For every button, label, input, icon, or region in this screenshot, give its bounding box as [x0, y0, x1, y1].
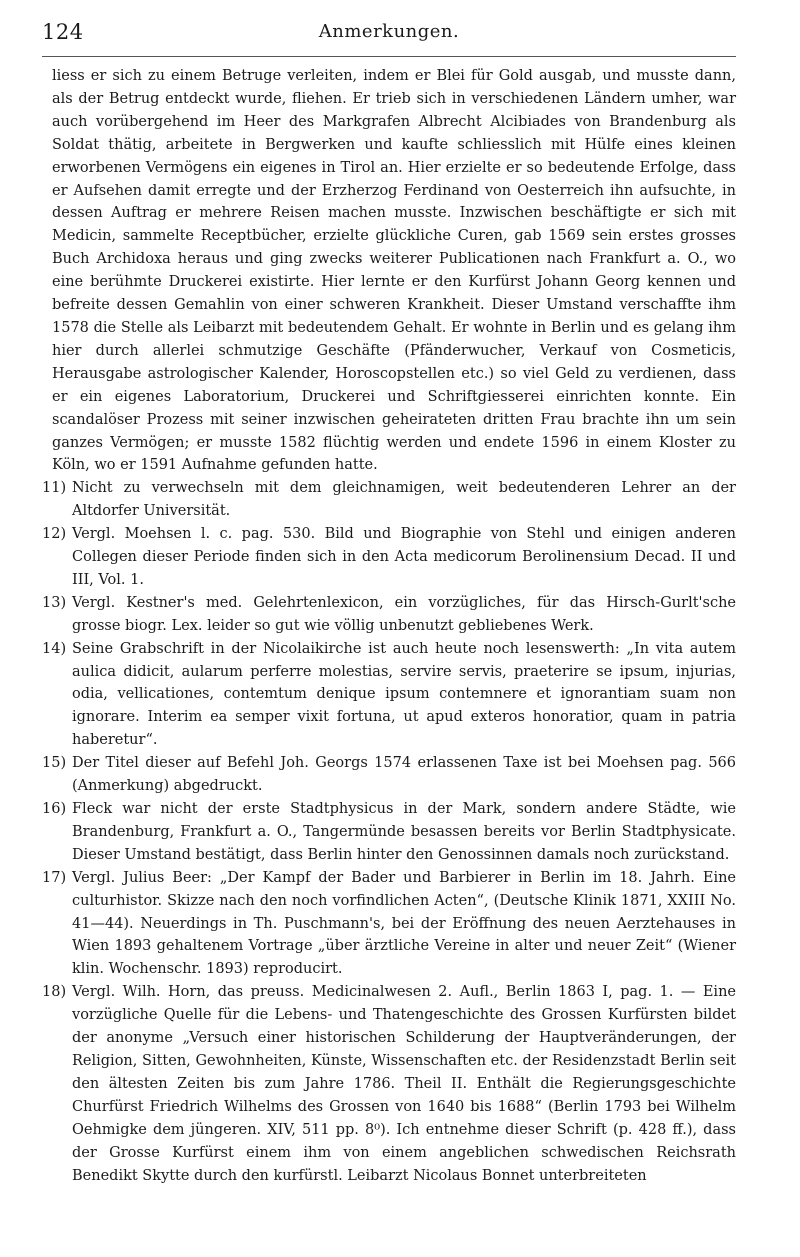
footnote-text: Fleck war nicht der erste Stadtphysicus in der Mark, sondern andere Städte, wie Brandenburg, Frankfurt a. O., Tangermünde besassen bereits vor Berlin Stadtphysicate. Dieser Umstand bestätigt, dass Berlin hinter den Genossinnen damals noch zurückstand. — [72, 801, 736, 863]
footnote-text: Vergl. Moehsen l. c. pag. 530. Bild und Biographie von Stehl und einigen anderen Collegen dieser Periode finden sich in den Acta medicorum Berolinensium Decad. II und III, Vol. 1. — [72, 526, 736, 588]
footnote-number: 15) — [42, 755, 67, 772]
footnote-number: 14) — [42, 640, 67, 657]
footnote-number: 17) — [42, 869, 67, 886]
footnote-13 — [42, 592, 736, 638]
footnote-text: Nicht zu verwechseln mit dem gleichnamigen, weit bedeutenderen Lehrer an der Altdorfer Universität. — [72, 480, 736, 520]
footnote-14 — [42, 638, 736, 753]
footnote-text: Vergl. Kestner's med. Gelehrtenlexicon, ein vorzügliches, für das Hirsch-Gurlt'sche grosse biogr. Lex. leider so gut wie völlig unbenutzt gebliebenes Werk. — [72, 594, 736, 634]
footnote-18 — [42, 981, 736, 1187]
page-header — [42, 20, 736, 57]
footnote-text: Der Titel dieser auf Befehl Joh. Georgs 1574 erlassenen Taxe ist bei Moehsen pag. 566 (Anmerkung) abgedruckt. — [72, 755, 736, 795]
running-title: Anmerkungen. — [318, 21, 460, 42]
continuation-paragraph: liess er sich zu einem Betruge verleiten, indem er Blei für Gold ausgab, und musste dann, als der Betrug entdeckt wurde, fliehen. Er trieb sich in verschiedenen Ländern umher, war auch vorübergehend im Heer des Markgrafen Albrecht Alcibiades von Brandenburg als Soldat thätig, arbeitete in Bergwerken und kaufte schliesslich mit Hülfe eines kleinen erworbenen Vermögens ein eigenes in Tirol an. Hier erzielte er so bedeutende Erfolge, dass er Aufsehen damit erregte und der Erzherzog Ferdinand von Oesterreich ihn aufsuchte, in dessen Auftrag er mehrere Reisen machen musste. Inzwischen beschäftigte er sich mit Medicin, sammelte Receptbücher, erzielte glückliche Curen, gab 1569 sein erstes grosses Buch Archidoxa heraus und ging zwecks weiterer Publicationen nach Frankfurt a. O., wo eine berühmte Druckerei existirte. Hier lernte er den Kurfürst Johann Georg kennen und befreite dessen Gemahlin von einer schweren Krankheit. Dieser Umstand verschaffte ihm 1578 die Stelle als Leibarzt mit bedeutendem Gehalt. Er wohnte in Berlin und es gelang ihm hier durch allerlei schmutzige Geschäfte (Pfänderwucher, Verkauf von Cosmeticis, Herausgabe astrologischer Kalender, Horoscopstellen etc.) so viel Geld zu verdienen, dass er ein eigenes Laboratorium, Druckerei und Schriftgiesserei einrichten konnte. Ein scandalöser Prozess mit seiner inzwischen geheirateten dritten Frau brachte ihn um sein ganzes Vermögen; er musste 1582 flüchtig werden und endete 1596 in einem Kloster zu Köln, wo er 1591 Aufnahme gefunden hatte. — [52, 68, 736, 474]
footnote-16 — [42, 798, 736, 867]
footnote-text: Seine Grabschrift in der Nicolaikirche ist auch heute noch lesenswerth: „In vita autem aulica didicit, aularum perferre molestias, servire servis, praeterire se ipsum, injurias, odia, vellicationes, contemtum denique ipsum contemnere et ignorantiam suam non ignorare. Interim ea semper vixit fortuna, ut apud exteros honoratior, quam in patria haberetur“. — [72, 640, 736, 749]
footnote-number: 18) — [42, 984, 67, 1001]
footnote-number: 12) — [42, 526, 67, 543]
footnote-15 — [42, 752, 736, 798]
footnote-number: 16) — [42, 801, 67, 817]
footnote-11 — [42, 477, 736, 523]
footnote-number: 11) — [42, 480, 67, 497]
page-number: 124 — [42, 20, 84, 44]
footnote-17 — [42, 867, 736, 982]
footnote-12 — [42, 523, 736, 592]
footnote-text: Vergl. Julius Beer: „Der Kampf der Bader und Barbierer in Berlin im 18. Jahrh. Eine culturhistor. Skizze nach den noch vorfindlichen Acten“, (Deutsche Klinik 1871, XXIII No. 41—44). Neuerdings in Th. Puschmann's, bei der Eröffnung des neuen Aerztehauses in Wien 1893 gehaltenem Vortrage „über ärztliche Vereine in alter und neuer Zeit“ (Wiener klin. Wochenschr. 1893) reproducirt. — [72, 869, 736, 978]
footnote-list — [42, 477, 736, 1187]
footnote-text: Vergl. Wilh. Horn, das preuss. Medicinalwesen 2. Aufl., Berlin 1863 I, pag. 1. — Eine vorzügliche Quelle für die Lebens- und Thatengeschichte des Grossen Kurfürsten bildet der anonyme „Versuch einer historischen Schilderung der Hauptveränderungen, der Religion, Sitten, Gewohnheiten, Künste, Wissenschaften etc. der Residenzstadt Berlin seit den ältesten Zeiten bis zum Jahre 1786. Theil II. Enthält die Regierungsgeschichte Churfürst Friedrich Wilhelms des Grossen von 1640 bis 1688“ (Berlin 1793 bei Wilhelm Oehmigke dem jüngeren. XIV, 511 pp. 8⁰). Ich entnehme dieser Schrift (p. 428 ff.), dass der Grosse Kurfürst einem ihm von einem angeblichen schwedischen Reichsrath Benedikt Skytte durch den kurfürstl. Leibarzt Nicolaus Bonnet unterbreiteten — [72, 984, 736, 1184]
footnote-number: 13) — [42, 594, 67, 611]
